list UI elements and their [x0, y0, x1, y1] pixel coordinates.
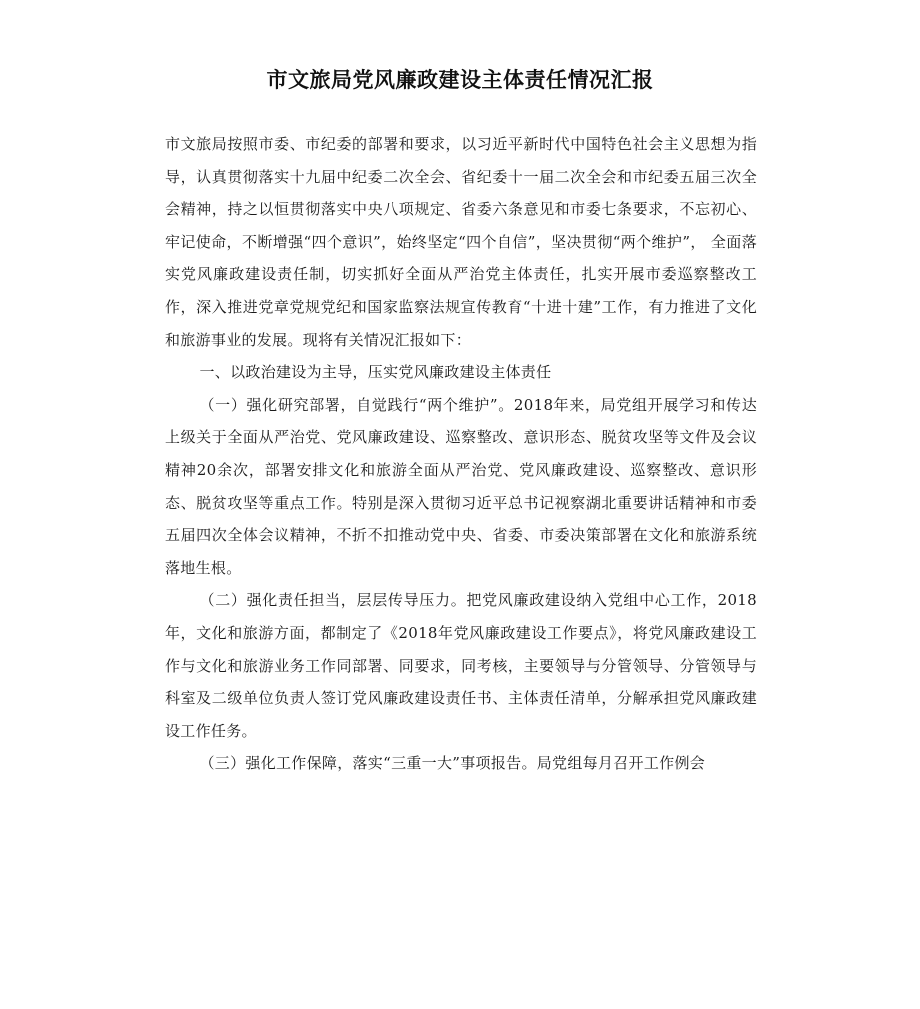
section-heading-1: 一、以政治建设为主导，压实党风廉政建设主体责任 — [199, 363, 552, 382]
subsection-paragraph-3: （三）强化工作保障，落实“三重一大”事项报告。局党组每月召开工作例会 — [199, 754, 706, 773]
subsection-paragraph-2: （二）强化责任担当，层层传导压力。把党风廉政建设纳入党组中心工作，2018年，文化和旅游方面，都制定了《2018年党风廉政建设工作要点》，将党风廉政建设工作与文化和旅游业务工作同部署、同要求，同考核，主要领导与分管领导、分管领导与科室及二级单位负责人签订党风廉政建设责任书、主体责任清单，分解承担党风廉政建设工作任务。 — [165, 591, 757, 740]
document-title: 市文旅局党风廉政建设主体责任情况汇报 — [266, 68, 654, 92]
document-body — [165, 128, 757, 780]
subsection-paragraph-1: （一）强化研究部署，自觉践行“两个维护”。2018年来，局党组开展学习和传达上级关于全面从严治党、党风廉政建设、巡察整改、意识形态、脱贫攻坚等文件及会议精神20余次，部署安排文化和旅游全面从严治党、党风廉政建设、巡察整改、意识形态、脱贫攻坚等重点工作。特别是深入贯彻习近平总书记视察湖北重要讲话精神和市委五届四次全体会议精神，不折不扣推动党中央、省委、市委决策部署在文化和旅游系统落地生根。 — [165, 395, 757, 577]
intro-paragraph: 市文旅局按照市委、市纪委的部署和要求，以习近平新时代中国特色社会主义思想为指导，认真贯彻落实十九届中纪委二次全会、省纪委十一届二次全会和市纪委五届三次全会精神，持之以恒贯彻落实中央八项规定、省委六条意见和市委七条要求，不忘初心、牢记使命，不断增强“四个意识”，始终坚定“四个自信”，坚决贯彻“两个维护”， 全面落实党风廉政建设责任制，切实抓好全面从严治党主体责任，扎实开展市委巡察整改工作，深入推进党章党规党纪和国家监察法规宣传教育“十进十建”工作，有力推进了文化和旅游事业的发展。现将有关情况汇报如下： — [165, 135, 757, 349]
